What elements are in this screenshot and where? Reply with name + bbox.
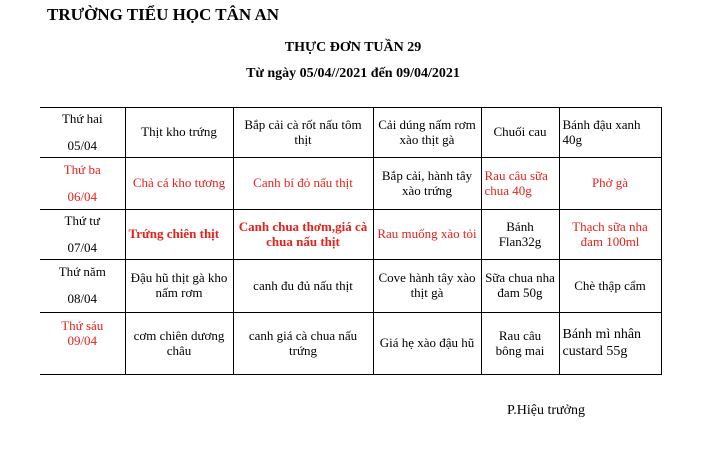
dish-cell: Bắp cải cà rốt nấu tôm thịt (233, 108, 373, 158)
day-cell (40, 158, 125, 210)
dish-cell: Rau câu sữa chua 40g (481, 158, 559, 210)
dish-cell: Chè thập cẩm (559, 260, 661, 313)
day-date: 06/04 (67, 188, 98, 204)
day-name: Thứ tư (64, 212, 100, 228)
menu-row-thursday (40, 260, 661, 313)
dish-cell: Bánh Flan32g (481, 210, 559, 260)
day-name: Thứ năm (58, 264, 106, 279)
day-name: Thứ hai (61, 110, 103, 126)
dish-cell: Cải dúng nấm rơm xào thịt gà (373, 108, 481, 158)
signer-title: P.Hiệu trưởng (507, 403, 585, 418)
dish-cell: canh đu đủ nấu thịt (233, 260, 373, 313)
menu-row-friday (40, 313, 661, 375)
day-cell (40, 210, 125, 260)
dish-cell: canh giá cà chua nấu trứng (233, 313, 373, 375)
day-name: Thứ ba (63, 161, 101, 177)
menu-row-tuesday (40, 158, 661, 210)
dish-cell: Bắp cải, hành tây xào trứng (373, 158, 481, 210)
school-name: TRƯỜNG TIỂU HỌC TÂN AN (47, 5, 280, 24)
dish-cell: Canh chua thơm,giá cà chua nấu thịt (233, 210, 373, 260)
dish-cell: Trứng chiên thịt (125, 210, 233, 260)
menu-row-wednesday (40, 210, 661, 260)
dish-cell: Rau câu bông mai (481, 313, 559, 375)
day-cell (40, 313, 125, 375)
day-cell (40, 108, 125, 158)
weekly-menu-table (40, 107, 662, 375)
dish-cell: cơm chiên dương châu (125, 313, 233, 375)
dish-cell: Thạch sữa nha đam 100ml (559, 210, 661, 260)
dish-cell: Canh bí đỏ nấu thịt (233, 158, 373, 210)
day-cell (40, 260, 125, 313)
menu-row-monday (40, 108, 661, 158)
day-date: 09/04 (67, 332, 98, 348)
dish-cell: Bánh đậu xanh 40g (559, 108, 661, 158)
date-range: Từ ngày 05/04//2021 đến 09/04/2021 (246, 66, 460, 81)
dish-cell: Thịt kho trứng (125, 108, 233, 158)
dish-cell: Sữa chua nha đam 50g (481, 260, 559, 313)
dish-cell: Đậu hũ thịt gà kho nấm rơm (125, 260, 233, 313)
day-date: 05/04 (67, 137, 98, 153)
dish-cell: Giá hẹ xào đậu hũ (373, 313, 481, 375)
day-date: 07/04 (67, 239, 98, 255)
dish-cell: Cove hành tây xào thịt gà (373, 260, 481, 313)
dish-cell: Rau muống xào tỏi (373, 210, 481, 260)
day-date: 08/04 (67, 291, 98, 307)
dish-cell: Chả cá kho tương (125, 158, 233, 210)
dish-cell: Phở gà (559, 158, 661, 210)
dish-cell: Bánh mì nhân custard 55g (559, 313, 661, 375)
dish-cell: Chuối cau (481, 108, 559, 158)
menu-title: THỰC ĐƠN TUẦN 29 (284, 40, 422, 55)
day-name: Thứ sáu (61, 318, 104, 333)
